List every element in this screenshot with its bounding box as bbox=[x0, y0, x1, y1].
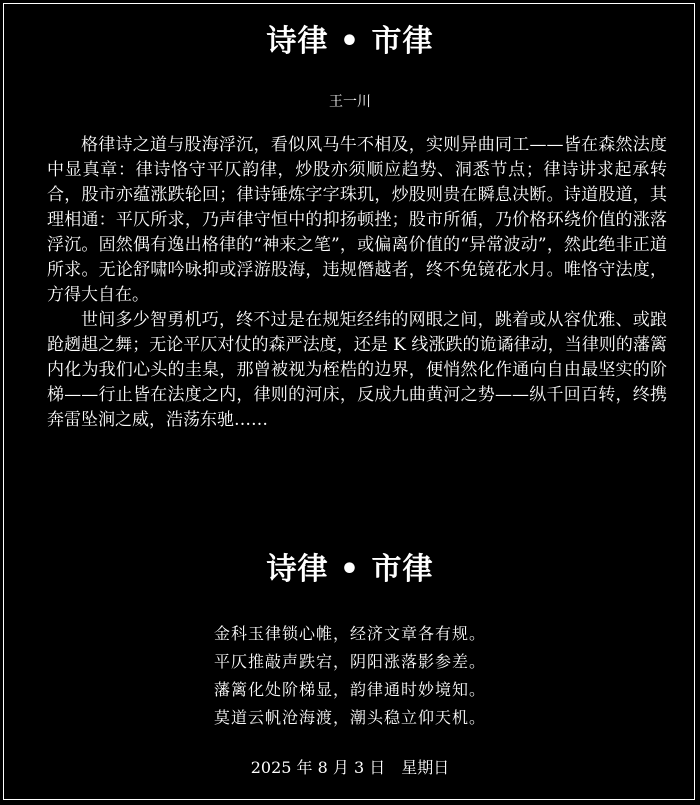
poem-line: 平仄推敲声跌宕，阴阳涨落影参差。 bbox=[213, 652, 486, 671]
page-title: 诗律 • 市律 bbox=[266, 24, 434, 59]
date-line: 2025 年 8 月 3 日 星期日 bbox=[250, 758, 450, 777]
poem-line: 莫道云帆沧海渡，潮头稳立仰天机。 bbox=[213, 708, 486, 727]
poem bbox=[0, 620, 700, 732]
poem-line: 金科玉律锁心帷，经济文章各有规。 bbox=[213, 624, 486, 643]
poem-title: 诗律 • 市律 bbox=[266, 552, 434, 587]
essay-body bbox=[47, 133, 667, 433]
essay-paragraph: 世间多少智勇机巧，终不过是在规矩经纬的网眼之间，跳着或从容优雅、或踉跄趔趄之舞；无论平仄对仗的森严法度，还是 K 线涨跌的诡谲律动，当律则的藩篱内化为我们心头的圭臬，那曾被视为桎梏的边界，便悄然化作通向自由最坚实的阶梯——行止皆在法度之内，律则的河床，反成九曲黄河之势——纵千回百转，终携奔雷坠涧之威，浩荡东驰…… bbox=[47, 310, 667, 430]
author-name: 王一川 bbox=[329, 94, 371, 110]
essay-paragraph: 格律诗之道与股海浮沉，看似风马牛不相及，实则异曲同工——皆在森然法度中显真章：律诗恪守平仄韵律，炒股亦须顺应趋势、洞悉节点；律诗讲求起承转合，股市亦蕴涨跌轮回；律诗锤炼字字珠玑，炒股则贵在瞬息决断。诗道股道，其理相通：平仄所求，乃声律守恒中的抑扬顿挫；股市所循，乃价格环绕价值的涨落浮沉。固然偶有逸出格律的“神来之笔”，或偏离价值的“异常波动”，然此绝非正道所求。无论舒啸吟咏抑或浮游股海，违规僭越者，终不免镜花水月。唯恪守法度，方得大自在。 bbox=[47, 135, 667, 305]
poem-line: 藩篱化处阶梯显，韵律通时妙境知。 bbox=[213, 680, 486, 699]
